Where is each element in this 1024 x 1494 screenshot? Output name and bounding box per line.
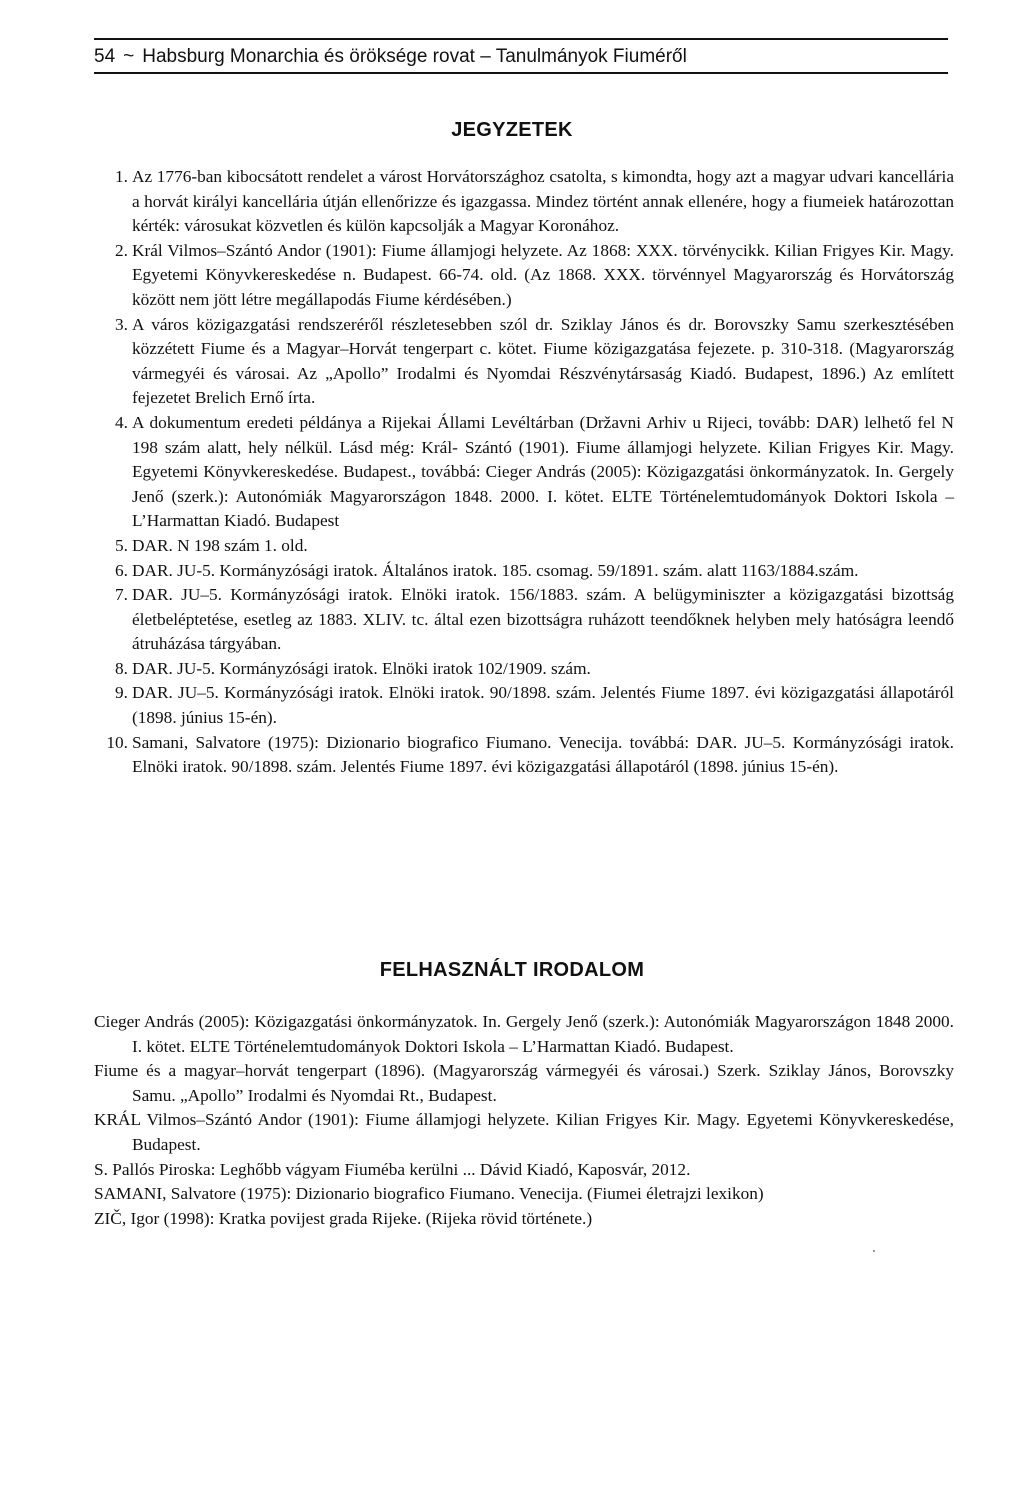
note-number: 10. [106,732,128,752]
bibliography-entry: Fiume és a magyar–horvát tengerpart (1896). (Magyarország vármegyéi és városai.) Szerk. Sziklay János, Borovszky Samu. „Apollo” Irodalmi és Nyomdai Rt., Budapest. [94,1061,954,1105]
note-number: 6. [115,560,128,580]
note-item [94,239,954,313]
note-number: 1. [115,167,128,186]
note-text: Az 1776-ban kibocsátott rendelet a várost Horvátországhoz csatolta, s kimondta, hogy azt a magyar udvari kancellária a horvát királyi kancellária útján ellenőrizze és igazgassa. Mindez történt annak ellenére, hogy a fiumeiek határozottan kérték: városukat közvetlen és külön kapcsolják a Magyar Koronához. [132,167,954,236]
note-text: A dokumentum eredeti példánya a Rijekai Állami Levéltárban (Državni Arhiv u Rijeci, tovább: DAR) lelhető fel N 198 szám alatt, hely nélkül. Lásd még: Král- Szántó (1901). Fiume államjogi helyzete. Kilian Frigyes Kir. Magy. Egyetemi Könyvkereskedése. Budapest., továbbá: Cieger András (2005): Közigazgatási önkormányzatok. In. Gergely Jenő (szerk.): Autonómiák Magyarországon 1848. 2000. I. kötet. ELTE Történelemtudományok Doktori Iskola – L’Harmattan Kiadó. Budapest [132,412,954,531]
note-item [94,657,954,682]
note-item [94,731,954,780]
bibliography-entry: S. Pallós Piroska: Leghőbb vágyam Fiuméba kerülni ... Dávid Kiadó, Kaposvár, 2012. [94,1159,691,1179]
notes-list [94,165,954,780]
header-separator: ~ [123,46,135,67]
notes-heading: JEGYZETEK [451,119,573,141]
note-item [94,534,954,559]
note-item [94,313,954,411]
bibliography-list [94,1010,954,1231]
note-text: DAR. JU-5. Kormányzósági iratok. Általános iratok. 185. csomag. 59/1891. szám. alatt 1163/1884.szám. [132,560,859,580]
note-text: DAR. JU–5. Kormányzósági iratok. Elnöki iratok. 90/1898. szám. Jelentés Fiume 1897. évi közigazgatási állapotáról (1898. június 15-én). [132,683,954,728]
note-number: 4. [115,412,128,432]
bibliography-entry: SAMANI, Salvatore (1975): Dizionario biografico Fiumano. Venecija. (Fiumei életrajzi lexikon) [94,1184,764,1204]
note-text: DAR. JU-5. Kormányzósági iratok. Elnöki iratok 102/1909. szám. [132,658,591,678]
note-text: A város közigazgatási rendszeréről részletesebben szól dr. Sziklay János és dr. Borovszky Samu szerkesztésében közzétett Fiume és a Magyar–Horvát tengerpart c. kötet. Fiume közigazgatása fejezete. p. 310-318. (Magyarország vármegyéi és városai. Az „Apollo” Irodalmi és Nyomdai Részvénytársaság Kiadó. Budapest, 1896.) Az említett fejezetet Brelich Ernő írta. [132,314,954,408]
note-number: 2. [115,240,128,260]
note-text: DAR. N 198 szám 1. old. [132,535,308,555]
note-item [94,681,954,730]
note-number: 3. [115,314,128,334]
note-item [94,411,954,534]
note-text: DAR. JU–5. Kormányzósági iratok. Elnöki iratok. 156/1883. szám. A belügyminiszter a közigazgatási bizottság életbeléptetése, esetleg az 1883. XLIV. tc. által ezen bizottságra ruházott teendőknek helyben mely hatóságra leendő átruházása tárgyában. [132,585,954,654]
note-text: Král Vilmos–Szántó Andor (1901): Fiume államjogi helyzete. Az 1868: XXX. törvénycikk. Kilian Frigyes Kir. Magy. Egyetemi Könyvkereskedése n. Budapest. 66-74. old. (Az 1868. XXX. törvénnyel Magyarország és Horvátország között nem jött létre megállapodás Fiume kérdésében.) [132,240,954,309]
scan-speck [873,1250,875,1252]
bibliography-entry: KRÁL Vilmos–Szántó Andor (1901): Fiume államjogi helyzete. Kilian Frigyes Kir. Magy. Egyetemi Könyvkereskedése, Budapest. [94,1110,954,1154]
note-number: 9. [115,683,128,703]
note-number: 8. [115,658,128,678]
bibliography-heading: FELHASZNÁLT IRODALOM [379,959,645,981]
note-number: 7. [115,585,128,605]
note-number: 5. [115,535,128,555]
note-text: Samani, Salvatore (1975): Dizionario biografico Fiumano. Venecija. továbbá: DAR. JU–5. Kormányzósági iratok. Elnöki iratok. 90/1898. szám. Jelentés Fiume 1897. évi közigazgatási állapotáról (1898. június 15-én). [132,732,954,777]
page-number: 54 [94,46,116,67]
note-item [94,165,954,239]
running-head-title: Habsburg Monarchia és öröksége rovat – Tanulmányok Fiuméről [142,46,687,67]
running-head [94,38,948,74]
bibliography-entry: Cieger András (2005): Közigazgatási önkormányzatok. In. Gergely Jenő (szerk.): Autonómiák Magyarországon 1848 2000. I. kötet. ELTE Történelemtudományok Doktori Iskola – L’Harmattan Kiadó. Budapest. [94,1012,954,1056]
note-item [94,559,954,584]
bibliography-entry: ZIČ, Igor (1998): Kratka povijest grada Rijeke. (Rijeka rövid története.) [94,1208,593,1228]
note-item [94,583,954,657]
